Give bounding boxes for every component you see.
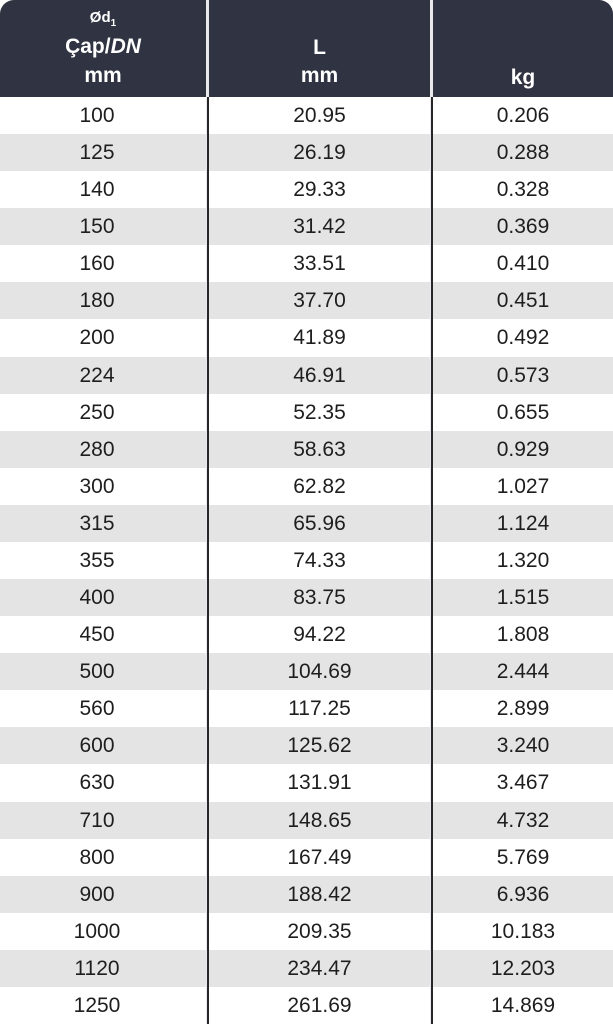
table-row — [0, 764, 613, 801]
table-row — [0, 616, 613, 653]
table-row — [0, 690, 613, 727]
cell-diameter: 355 — [79, 549, 115, 572]
cell-diameter: 630 — [79, 771, 115, 794]
cell-weight: 12.203 — [490, 957, 556, 980]
header-diameter-unit: mm — [84, 64, 122, 87]
header-length — [209, 0, 430, 97]
cell-diameter: 560 — [79, 697, 115, 720]
cell-diameter: 600 — [79, 734, 115, 757]
cell-weight: 0.573 — [496, 364, 550, 387]
cell-length: 131.91 — [287, 771, 352, 794]
table-row — [0, 913, 613, 950]
cell-length: 41.89 — [293, 326, 346, 349]
table-row — [0, 394, 613, 431]
cell-weight: 0.288 — [496, 141, 550, 164]
table-row — [0, 208, 613, 245]
cell-length: 83.75 — [293, 586, 346, 609]
cell-weight: 0.492 — [496, 326, 550, 349]
table-row — [0, 987, 613, 1024]
cell-diameter: 180 — [79, 289, 115, 312]
cell-length: 29.33 — [293, 178, 346, 201]
table-row — [0, 468, 613, 505]
cell-weight: 2.444 — [496, 660, 550, 683]
table-row — [0, 319, 613, 356]
cell-weight: 2.899 — [496, 697, 550, 720]
table-row — [0, 282, 613, 319]
cell-weight: 1.027 — [496, 475, 550, 498]
cell-length: 234.47 — [287, 957, 352, 980]
cell-diameter: 224 — [79, 364, 115, 387]
cell-diameter: 710 — [79, 809, 115, 832]
column-divider — [430, 0, 433, 1024]
header-diameter-symbol: $Ød_1$ — [89, 9, 117, 29]
cell-weight: 1.808 — [496, 623, 550, 646]
cell-diameter: 315 — [79, 512, 115, 535]
table-row — [0, 950, 613, 987]
cell-length: 125.62 — [287, 734, 352, 757]
cell-weight: 1.320 — [496, 549, 550, 572]
cell-weight: 0.328 — [496, 178, 550, 201]
cell-diameter: 1250 — [73, 994, 121, 1017]
cell-weight: 3.240 — [496, 734, 550, 757]
header-length-symbol: L — [313, 36, 326, 59]
cell-diameter: 800 — [79, 846, 115, 869]
cell-diameter: 500 — [79, 660, 115, 683]
cell-weight: 1.515 — [496, 586, 550, 609]
cell-length: 148.65 — [287, 809, 352, 832]
header-weight — [433, 0, 613, 97]
cell-diameter: 900 — [79, 883, 115, 906]
table-row — [0, 97, 613, 134]
table-header — [0, 0, 613, 97]
cell-weight: 3.467 — [496, 771, 550, 794]
cell-weight: 1.124 — [496, 512, 550, 535]
cell-weight: 0.369 — [496, 215, 550, 238]
cell-length: 58.63 — [293, 438, 346, 461]
header-diameter-name: Çap/DN — [65, 35, 141, 58]
cell-diameter: 1000 — [73, 920, 121, 943]
table-row — [0, 839, 613, 876]
cell-length: 65.96 — [293, 512, 346, 535]
cell-diameter: 150 — [79, 215, 115, 238]
cell-diameter: 1120 — [74, 957, 120, 980]
table-row — [0, 134, 613, 171]
table-row — [0, 579, 613, 616]
table-row — [0, 505, 613, 542]
cell-length: 37.70 — [293, 289, 346, 312]
cell-diameter: 280 — [79, 438, 115, 461]
cell-length: 74.33 — [293, 549, 346, 572]
cell-length: 26.19 — [293, 141, 346, 164]
header-weight-unit: kg — [510, 66, 536, 89]
cell-weight: 4.732 — [496, 809, 550, 832]
cell-weight: 0.929 — [496, 438, 550, 461]
table-row — [0, 171, 613, 208]
cell-length: 46.91 — [293, 364, 346, 387]
table-row — [0, 727, 613, 764]
cell-length: 52.35 — [293, 401, 346, 424]
cell-weight: 0.655 — [496, 401, 550, 424]
column-divider — [206, 0, 209, 1024]
table-row — [0, 245, 613, 282]
cell-length: 20.95 — [293, 104, 346, 127]
cell-length: 33.51 — [293, 252, 346, 275]
table-body — [0, 97, 613, 1024]
cell-diameter: 450 — [79, 623, 115, 646]
table-row — [0, 357, 613, 394]
cell-length: 94.22 — [293, 623, 346, 646]
cell-length: 104.69 — [287, 660, 352, 683]
cell-length: 209.35 — [287, 920, 352, 943]
cell-weight: 0.451 — [496, 289, 550, 312]
cell-diameter: 200 — [79, 326, 115, 349]
cell-diameter: 160 — [79, 252, 115, 275]
table-row — [0, 653, 613, 690]
cell-weight: 0.206 — [496, 104, 550, 127]
table-row — [0, 802, 613, 839]
cell-weight: 5.769 — [496, 846, 550, 869]
cell-length: 188.42 — [287, 883, 352, 906]
cell-length: 31.42 — [293, 215, 346, 238]
cell-weight: 14.869 — [490, 994, 556, 1017]
cell-weight: 6.936 — [496, 883, 550, 906]
cell-length: 62.82 — [293, 475, 346, 498]
cell-weight: 0.410 — [496, 252, 550, 275]
cell-length: 261.69 — [287, 994, 352, 1017]
table-row — [0, 431, 613, 468]
table-row — [0, 542, 613, 579]
header-length-unit: mm — [300, 64, 339, 87]
table-row — [0, 876, 613, 913]
cell-diameter: 140 — [79, 178, 115, 201]
cell-weight: 10.183 — [490, 920, 556, 943]
cell-length: 117.25 — [288, 697, 351, 720]
cell-diameter: 300 — [79, 475, 115, 498]
cell-diameter: 100 — [79, 104, 115, 127]
cell-diameter: 125 — [79, 141, 115, 164]
cell-diameter: 250 — [79, 401, 115, 424]
cell-diameter: 400 — [79, 586, 115, 609]
header-diameter — [0, 0, 206, 97]
cell-length: 167.49 — [287, 846, 352, 869]
